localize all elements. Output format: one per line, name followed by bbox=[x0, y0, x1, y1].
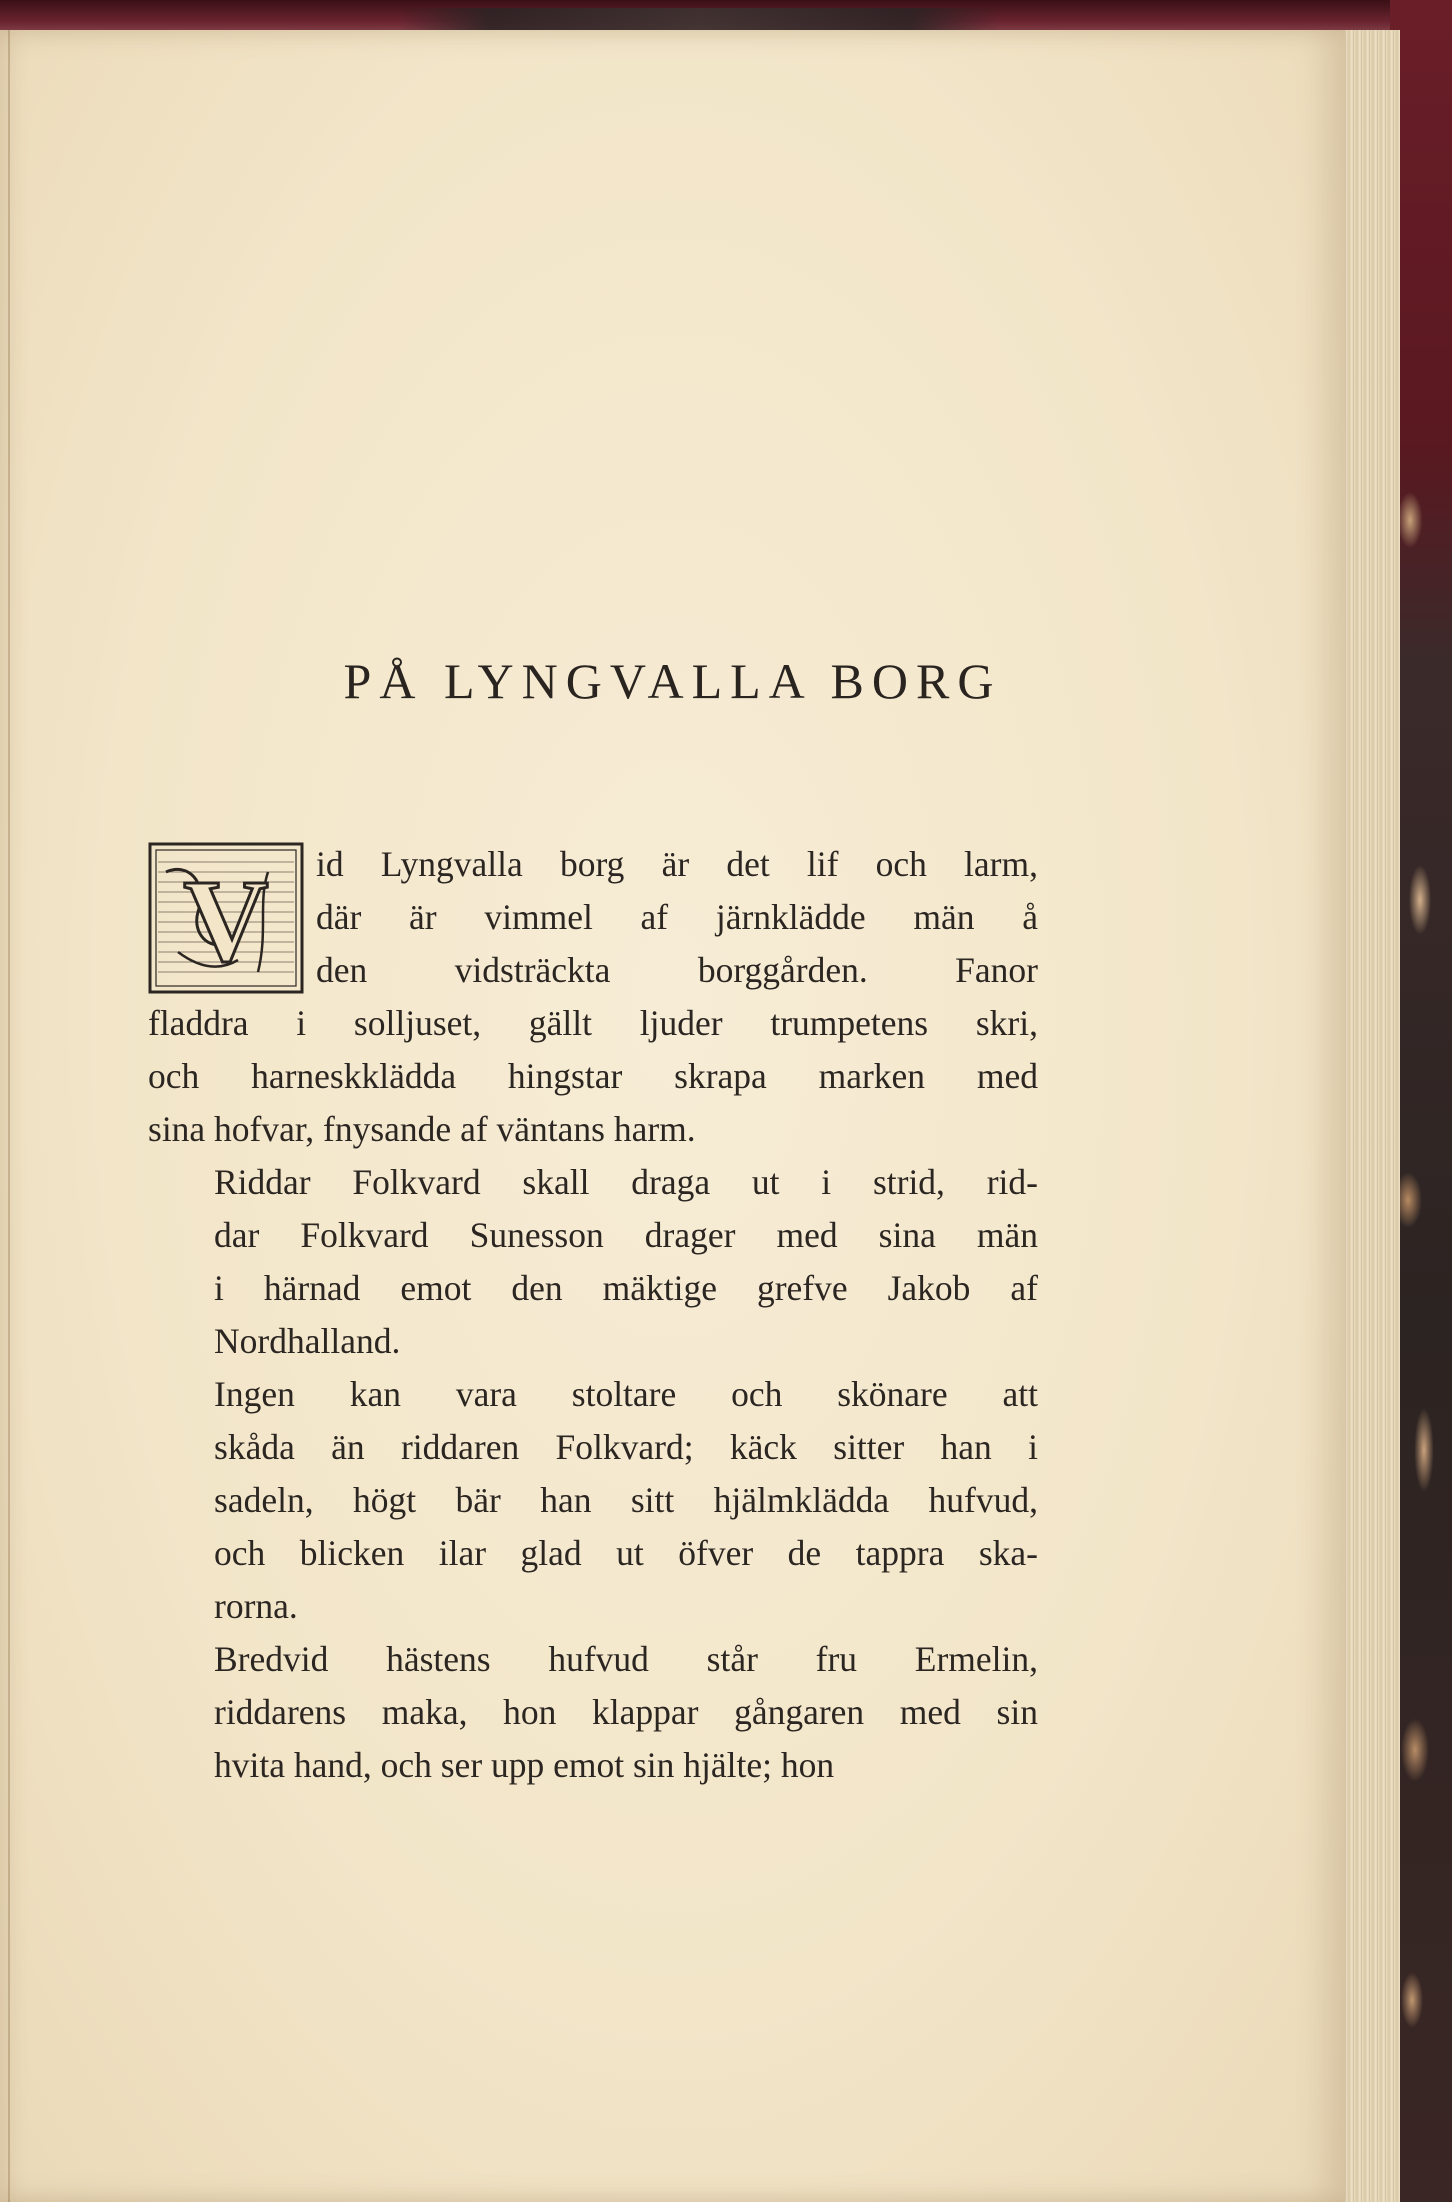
paragraph-3 bbox=[148, 1368, 1038, 1633]
text-line: riddarens maka, hon klappar gångaren med sin bbox=[214, 1692, 1038, 1732]
text-line: skåda än riddaren Folkvard; käck sitter han i bbox=[214, 1427, 1038, 1467]
text-line: och blicken ilar glad ut öfver de tappra ska- bbox=[214, 1533, 1038, 1573]
text-line: sadeln, högt bär han sitt hjälmklädda hufvud, bbox=[214, 1480, 1038, 1520]
text-line: rorna. bbox=[214, 1586, 298, 1626]
drop-cap-ornament bbox=[148, 842, 304, 994]
worn-binding-edge bbox=[400, 8, 1000, 30]
text-line: Ingen kan vara stoltare och skönare att bbox=[214, 1374, 1038, 1414]
text-line: och harneskklädda hingstar skrapa marken med bbox=[148, 1056, 1038, 1096]
body-text bbox=[148, 838, 1038, 1792]
text-line: i härnad emot den mäktige grefve Jakob af bbox=[214, 1268, 1038, 1308]
text-line: Bredvid hästens hufvud står fru Ermelin, bbox=[214, 1639, 1038, 1679]
text-line: där är vimmel af järnklädde män å bbox=[316, 897, 1038, 937]
text-line: sina hofvar, fnysande af väntans harm. bbox=[148, 1109, 696, 1149]
paragraph-2 bbox=[148, 1156, 1038, 1368]
paragraph-1 bbox=[148, 838, 1038, 1156]
drop-cap-letter: V bbox=[183, 855, 269, 986]
text-line: den vidsträckta borggården. Fanor bbox=[316, 950, 1038, 990]
text-line: hvita hand, och ser upp emot sin hjälte; hon bbox=[214, 1745, 835, 1785]
text-line: dar Folkvard Sunesson drager med sina män bbox=[214, 1215, 1038, 1255]
text-line: Nordhalland. bbox=[214, 1321, 401, 1361]
text-line: id Lyngvalla borg är det lif och larm, bbox=[316, 844, 1038, 884]
text-line: fladdra i solljuset, gällt ljuder trumpetens skri, bbox=[148, 1003, 1038, 1043]
chapter-title: PÅ LYNGVALLA BORG bbox=[343, 653, 1002, 709]
paragraph-4 bbox=[148, 1633, 1038, 1792]
gutter-line bbox=[8, 30, 10, 2202]
text-line: Riddar Folkvard skall draga ut i strid, rid- bbox=[214, 1162, 1038, 1202]
